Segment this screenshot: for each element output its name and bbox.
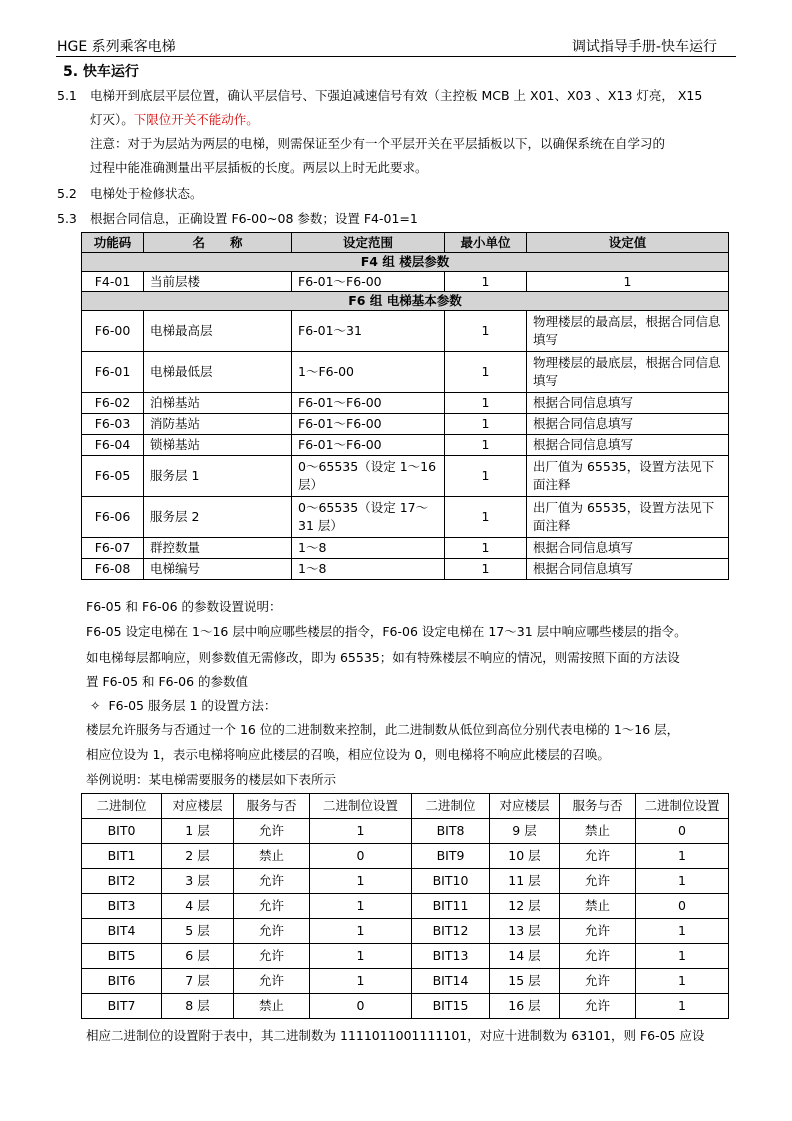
cell-range: F6-01～31: [292, 311, 445, 352]
cell-service: 允许: [560, 944, 636, 969]
cell-unit: 1: [445, 311, 527, 352]
cell-unit: 1: [445, 538, 527, 559]
cell-setting: 1: [636, 969, 729, 994]
cell-name: 服务层 1: [144, 456, 292, 497]
cell-name: 群控数量: [144, 538, 292, 559]
cell-bit: BIT4: [82, 919, 162, 944]
cell-bit: BIT1: [82, 844, 162, 869]
cell-service: 允许: [560, 919, 636, 944]
explain-line2: F6-05 设定电梯在 1～16 层中响应哪些楼层的指令，F6-06 设定电梯在 17～31 层中响应哪些楼层的指令。: [86, 624, 687, 639]
cell-floor: 14 层: [490, 944, 560, 969]
cell-floor: 11 层: [490, 869, 560, 894]
table-row: [82, 969, 729, 994]
cell-value: 根据合同信息填写: [527, 393, 729, 414]
cell-bit: BIT5: [82, 944, 162, 969]
cell-range: 0～65535（设定 1～16 层）: [292, 456, 445, 497]
group-label-f6: F6 组 电梯基本参数: [82, 292, 729, 311]
header-right: 调试指导手册-快车运行: [571, 39, 717, 55]
table-row: [82, 994, 729, 1019]
footer-text: 相应二进制位的设置附于表中，其二进制数为 1111011001111101，对应十进制数为 63101，则 F6-05 应设: [86, 1028, 705, 1043]
bit-table: [81, 793, 729, 1019]
col-header-setting: 二进制位设置: [636, 794, 729, 819]
table-row: [82, 559, 729, 580]
cell-code: F6-06: [82, 497, 144, 538]
cell-bit: BIT8: [412, 819, 490, 844]
cell-floor: 9 层: [490, 819, 560, 844]
cell-floor: 15 层: [490, 969, 560, 994]
explain-line6: 楼层允许服务与否通过一个 16 位的二进制数来控制，此二进制数从低位到高位分别代表电梯的 1～16 层，: [86, 722, 680, 737]
cell-range: F6-01～F6-00: [292, 393, 445, 414]
cell-setting: 0: [636, 894, 729, 919]
note-line1: 注意：对于为层站为两层的电梯，则需保证至少有一个平层开关在平层插板以下，以确保系统在自学习的: [90, 136, 666, 151]
cell-floor: 12 层: [490, 894, 560, 919]
item-5-3-text: 根据合同信息，正确设置 F6-00~08 参数；设置 F4-01=1: [90, 211, 418, 226]
cell-name: 泊梯基站: [144, 393, 292, 414]
cell-name: 当前层楼: [144, 272, 292, 292]
table-row: [82, 456, 729, 497]
cell-service: 允许: [234, 944, 310, 969]
cell-bit: BIT13: [412, 944, 490, 969]
table-row: [82, 919, 729, 944]
cell-value: 根据合同信息填写: [527, 559, 729, 580]
cell-floor: 16 层: [490, 994, 560, 1019]
cell-code: F6-03: [82, 414, 144, 435]
cell-value: 1: [527, 272, 729, 292]
cell-service: 允许: [560, 869, 636, 894]
diamond-bullet-icon: ✧: [90, 698, 101, 713]
col-header-floor: 对应楼层: [490, 794, 560, 819]
cell-setting: 1: [310, 969, 412, 994]
cell-unit: 1: [445, 414, 527, 435]
col-header-value: 设定值: [527, 233, 729, 253]
cell-bit: BIT12: [412, 919, 490, 944]
cell-name: 服务层 2: [144, 497, 292, 538]
cell-setting: 1: [636, 994, 729, 1019]
item-5-2-number: 5.2: [57, 186, 77, 201]
cell-bit: BIT3: [82, 894, 162, 919]
cell-floor: 13 层: [490, 919, 560, 944]
item-5-1-number: 5.1: [57, 88, 77, 103]
col-header-code: 功能码: [82, 233, 144, 253]
table-row: [82, 844, 729, 869]
cell-value: 物理楼层的最底层，根据合同信息填写: [527, 352, 729, 393]
header-divider: [56, 56, 736, 57]
cell-setting: 1: [310, 944, 412, 969]
cell-unit: 1: [445, 456, 527, 497]
table-row: [82, 497, 729, 538]
cell-service: 禁止: [560, 894, 636, 919]
cell-name: 锁梯基站: [144, 435, 292, 456]
cell-floor: 10 层: [490, 844, 560, 869]
cell-code: F6-08: [82, 559, 144, 580]
group-row-f6: [82, 292, 729, 311]
cell-unit: 1: [445, 393, 527, 414]
cell-setting: 1: [636, 844, 729, 869]
explain-line8: 举例说明：某电梯需要服务的楼层如下表所示: [86, 772, 337, 787]
cell-floor: 5 层: [162, 919, 234, 944]
cell-code: F6-05: [82, 456, 144, 497]
col-header-service: 服务与否: [560, 794, 636, 819]
table-row: [82, 869, 729, 894]
cell-service: 允许: [234, 919, 310, 944]
cell-value: 根据合同信息填写: [527, 435, 729, 456]
cell-name: 电梯最低层: [144, 352, 292, 393]
cell-setting: 0: [310, 994, 412, 1019]
col-header-setting: 二进制位设置: [310, 794, 412, 819]
cell-unit: 1: [445, 435, 527, 456]
item-5-1-line1: 电梯开到底层平层位置，确认平层信号、下强迫减速信号有效（主控板 MCB 上 X01、X03 、X13 灯亮， X15: [90, 88, 703, 103]
explain-line5-text: F6-05 服务层 1 的设置方法：: [108, 698, 277, 713]
cell-unit: 1: [445, 352, 527, 393]
cell-name: 电梯最高层: [144, 311, 292, 352]
explain-line4: 置 F6-05 和 F6-06 的参数值: [86, 674, 249, 689]
cell-service: 允许: [234, 869, 310, 894]
cell-setting: 1: [310, 869, 412, 894]
cell-range: F6-01～F6-00: [292, 272, 445, 292]
table-row: [82, 538, 729, 559]
table-row: [82, 944, 729, 969]
parameter-table-header: [82, 233, 729, 253]
group-row-f4: [82, 253, 729, 272]
table-row: [82, 819, 729, 844]
cell-value: 物理楼层的最高层，根据合同信息填写: [527, 311, 729, 352]
col-header-bit: 二进制位: [82, 794, 162, 819]
col-header-unit: 最小单位: [445, 233, 527, 253]
cell-code: F6-01: [82, 352, 144, 393]
item-5-1-line2-text: 灯灭）。: [90, 112, 134, 127]
col-header-range: 设定范围: [292, 233, 445, 253]
explain-line1: F6-05 和 F6-06 的参数设置说明：: [86, 599, 282, 614]
explain-line5: [90, 694, 276, 718]
cell-name: 消防基站: [144, 414, 292, 435]
parameter-table: [81, 232, 729, 580]
cell-service: 禁止: [560, 819, 636, 844]
cell-unit: 1: [445, 559, 527, 580]
cell-unit: 1: [445, 272, 527, 292]
cell-setting: 0: [636, 819, 729, 844]
table-row: [82, 894, 729, 919]
cell-floor: 6 层: [162, 944, 234, 969]
cell-service: 禁止: [234, 844, 310, 869]
item-5-2-text: 电梯处于检修状态。: [90, 186, 203, 201]
header-left: HGE 系列乘客电梯: [57, 39, 176, 55]
cell-range: 1～F6-00: [292, 352, 445, 393]
note-line2: 过程中能准确测量出平层插板的长度。两层以上时无此要求。: [90, 160, 428, 175]
table-row: [82, 393, 729, 414]
table-row: [82, 272, 729, 292]
cell-value: 根据合同信息填写: [527, 414, 729, 435]
explain-line3: 如电梯每层都响应，则参数值无需修改，即为 65535；如有特殊楼层不响应的情况，则需按照下面的方法设: [86, 650, 680, 665]
cell-setting: 1: [310, 919, 412, 944]
cell-setting: 1: [310, 819, 412, 844]
cell-unit: 1: [445, 497, 527, 538]
cell-name: 电梯编号: [144, 559, 292, 580]
cell-bit: BIT15: [412, 994, 490, 1019]
cell-bit: BIT0: [82, 819, 162, 844]
cell-bit: BIT11: [412, 894, 490, 919]
cell-service: 允许: [560, 994, 636, 1019]
cell-floor: 7 层: [162, 969, 234, 994]
cell-floor: 8 层: [162, 994, 234, 1019]
cell-floor: 3 层: [162, 869, 234, 894]
cell-code: F4-01: [82, 272, 144, 292]
lower-limit-warning: 下限位开关不能动作。: [133, 112, 259, 127]
cell-code: F6-04: [82, 435, 144, 456]
cell-setting: 1: [310, 894, 412, 919]
col-header-name: 名 称: [144, 233, 292, 253]
explain-line7: 相应位设为 1，表示电梯将响应此楼层的召唤，相应位设为 0，则电梯将不响应此楼层的召唤。: [86, 747, 610, 762]
cell-bit: BIT6: [82, 969, 162, 994]
cell-service: 允许: [234, 819, 310, 844]
group-label-f4: F4 组 楼层参数: [82, 253, 729, 272]
cell-range: F6-01～F6-00: [292, 414, 445, 435]
cell-floor: 2 层: [162, 844, 234, 869]
cell-setting: 1: [636, 919, 729, 944]
cell-bit: BIT9: [412, 844, 490, 869]
cell-range: 0～65535（设定 17～31 层）: [292, 497, 445, 538]
table-row: [82, 311, 729, 352]
cell-value: 出厂值为 65535，设置方法见下面注释: [527, 456, 729, 497]
item-5-1-line2: [90, 108, 259, 132]
cell-value: 出厂值为 65535，设置方法见下面注释: [527, 497, 729, 538]
cell-service: 允许: [560, 844, 636, 869]
col-header-bit: 二进制位: [412, 794, 490, 819]
cell-bit: BIT2: [82, 869, 162, 894]
bit-table-header: [82, 794, 729, 819]
cell-setting: 1: [636, 944, 729, 969]
col-header-service: 服务与否: [234, 794, 310, 819]
cell-service: 允许: [234, 894, 310, 919]
cell-setting: 0: [310, 844, 412, 869]
col-header-floor: 对应楼层: [162, 794, 234, 819]
cell-service: 允许: [560, 969, 636, 994]
cell-value: 根据合同信息填写: [527, 538, 729, 559]
cell-code: F6-07: [82, 538, 144, 559]
cell-setting: 1: [636, 869, 729, 894]
cell-floor: 1 层: [162, 819, 234, 844]
item-5-3-number: 5.3: [57, 211, 77, 226]
cell-code: F6-02: [82, 393, 144, 414]
cell-range: 1～8: [292, 538, 445, 559]
cell-bit: BIT10: [412, 869, 490, 894]
cell-range: 1～8: [292, 559, 445, 580]
cell-code: F6-00: [82, 311, 144, 352]
cell-service: 允许: [234, 969, 310, 994]
table-row: [82, 414, 729, 435]
cell-range: F6-01～F6-00: [292, 435, 445, 456]
table-row: [82, 352, 729, 393]
cell-bit: BIT14: [412, 969, 490, 994]
section-title: 5. 快车运行: [63, 64, 139, 80]
cell-floor: 4 层: [162, 894, 234, 919]
cell-bit: BIT7: [82, 994, 162, 1019]
cell-service: 禁止: [234, 994, 310, 1019]
table-row: [82, 435, 729, 456]
